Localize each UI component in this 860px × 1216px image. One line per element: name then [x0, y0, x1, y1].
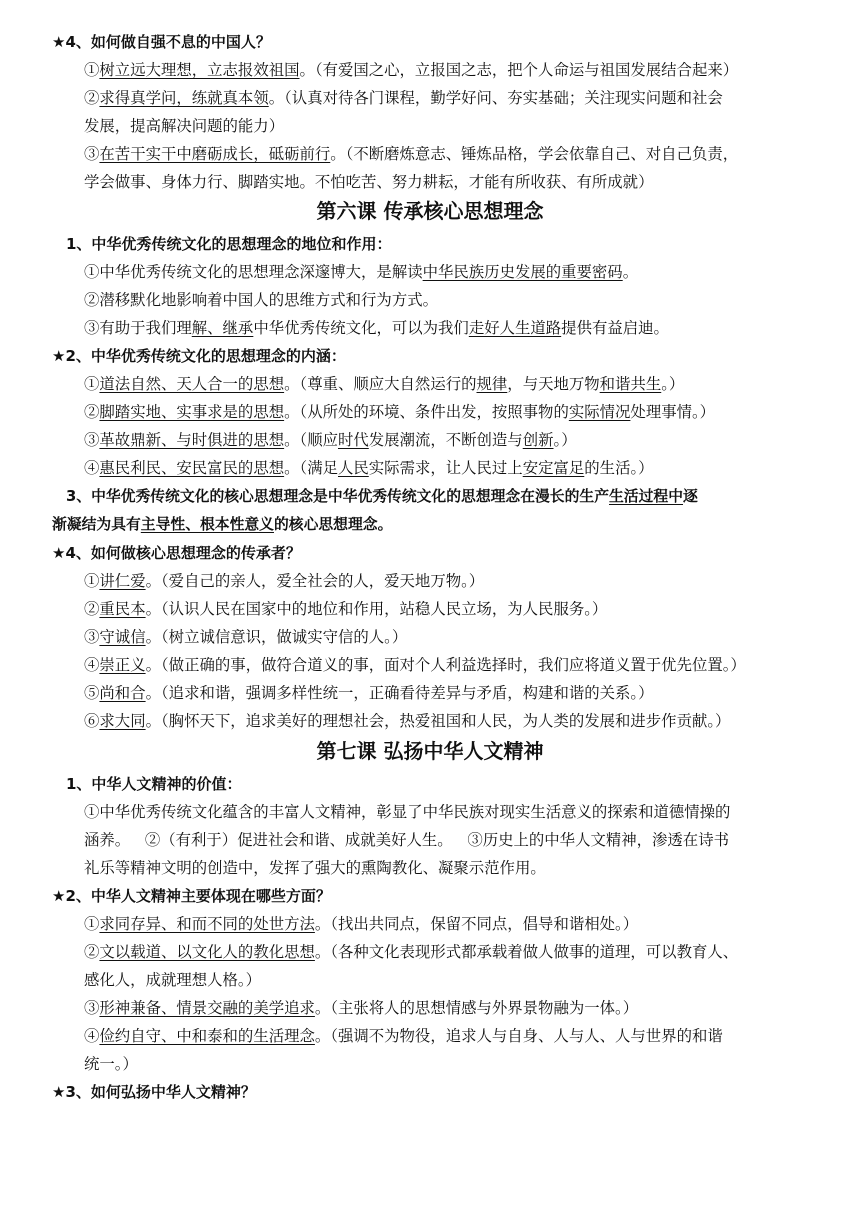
l7-s2-item-2-cont: 感化人，成就理想人格。）	[84, 971, 261, 989]
l7-s2-item-4-cont: 统一。）	[84, 1055, 138, 1073]
l7-s1-line-1: ①中华优秀传统文化蕴含的丰富人文精神，彰显了中华民族对现实生活意义的探索和道德情操的	[84, 803, 731, 821]
q4-item-2-cont: 发展，提高解决问题的能力）	[84, 117, 285, 135]
l6-section-2-heading: ★2、中华优秀传统文化的思想理念的内涵：	[52, 347, 346, 365]
l6-s4-item-3: ③守诚信。（树立诚信意识，做诚实守信的人。）	[84, 628, 408, 646]
l7-section-3-heading: ★3、如何弘扬中华人文精神？	[52, 1083, 256, 1101]
l7-s2-item-4: ④俭约自守、中和泰和的生活理念。（强调不为物役，追求人与自身、人与人、人与世界的和谐	[84, 1027, 723, 1045]
l7-s1-line-2: 涵养。 ②（有利于）促进社会和谐、成就美好人生。 ③历史上的中华人文精神，渗透在诗书	[84, 831, 729, 849]
lesson-6-title: 第六课 传承核心思想理念	[316, 199, 544, 223]
l6-section-3-line-1: 3、中华优秀传统文化的核心思想理念是中华优秀传统文化的思想理念在漫长的生产生活过程中逐	[66, 488, 698, 505]
l7-s2-item-3: ③形神兼备、情景交融的美学追求。（主张将人的思想情感与外界景物融为一体。）	[84, 999, 639, 1017]
l6-s4-item-2: ②重民本。（认识人民在国家中的地位和作用，站稳人民立场，为人民服务。）	[84, 600, 608, 618]
l6-s1-item-1: ①中华优秀传统文化的思想理念深邃博大，是解读中华民族历史发展的重要密码。	[84, 263, 639, 281]
l6-s2-item-3: ③革故鼎新、与时俱进的思想。（顺应时代发展潮流，不断创造与创新。）	[84, 431, 577, 449]
l6-s4-item-1: ①讲仁爱。（爱自己的亲人，爱全社会的人，爱天地万物。）	[84, 572, 485, 590]
l6-s4-item-5: ⑤尚和合。（追求和谐，强调多样性统一，正确看待差异与矛盾，构建和谐的关系。）	[84, 684, 654, 702]
q4-item-2: ②求得真学问，练就真本领。（认真对待各门课程，勤学好问、夯实基础；关注现实问题和社会	[84, 89, 723, 107]
l7-section-1-heading: 1、中华人文精神的价值：	[66, 775, 242, 793]
q4-item-3: ③在苦干实干中磨砺成长，砥砺前行。（不断磨炼意志、锤炼品格，学会依靠自己、对自己负责，	[84, 145, 739, 163]
l7-s2-item-1: ①求同存异、和而不同的处世方法。（找出共同点，保留不同点，倡导和谐相处。）	[84, 915, 639, 933]
q4-item-1: ①树立远大理想，立志报效祖国。（有爱国之心，立报国之志，把个人命运与祖国发展结合起来）	[84, 61, 739, 79]
l7-s1-line-3: 礼乐等精神文明的创造中，发挥了强大的熏陶教化、凝聚示范作用。	[84, 859, 546, 877]
l7-section-2-heading: ★2、中华人文精神主要体现在哪些方面？	[52, 887, 331, 905]
l6-s4-item-4: ④崇正义。（做正确的事，做符合道义的事，面对个人利益选择时，我们应将道义置于优先位置。）	[84, 656, 746, 674]
l6-s1-item-2: ②潜移默化地影响着中国人的思维方式和行为方式。	[84, 291, 438, 309]
l6-s2-item-4: ④惠民利民、安民富民的思想。（满足人民实际需求，让人民过上安定富足的生活。）	[84, 459, 654, 477]
q4-item-3-cont: 学会做事、身体力行、脚踏实地。不怕吃苦、努力耕耘，才能有所收获、有所成就）	[84, 173, 654, 191]
l6-s2-item-1: ①道法自然、天人合一的思想。（尊重、顺应大自然运行的规律，与天地万物和谐共生。）	[84, 375, 685, 393]
l6-section-3-line-2: 渐凝结为具有主导性、根本性意义的核心思想理念。	[52, 516, 393, 533]
l6-section-1-heading: 1、中华优秀传统文化的思想理念的地位和作用：	[66, 235, 392, 253]
l6-s1-item-3: ③有助于我们理解、继承中华优秀传统文化，可以为我们走好人生道路提供有益启迪。	[84, 319, 669, 337]
l6-s4-item-6: ⑥求大同。（胸怀天下，追求美好的理想社会，热爱祖国和人民，为人类的发展和进步作贡献。）	[84, 712, 731, 730]
q4-heading: ★4、如何做自强不息的中国人？	[52, 33, 271, 51]
l6-s2-item-2: ②脚踏实地、实事求是的思想。（从所处的环境、条件出发，按照事物的实际情况处理事情。）	[84, 403, 716, 421]
lesson-7-title: 第七课 弘扬中华人文精神	[316, 739, 544, 763]
l6-section-4-heading: ★4、如何做核心思想理念的传承者？	[52, 544, 301, 562]
l7-s2-item-2: ②文以载道、以文化人的教化思想。（各种文化表现形式都承载着做人做事的道理，可以教育人、	[84, 943, 739, 961]
